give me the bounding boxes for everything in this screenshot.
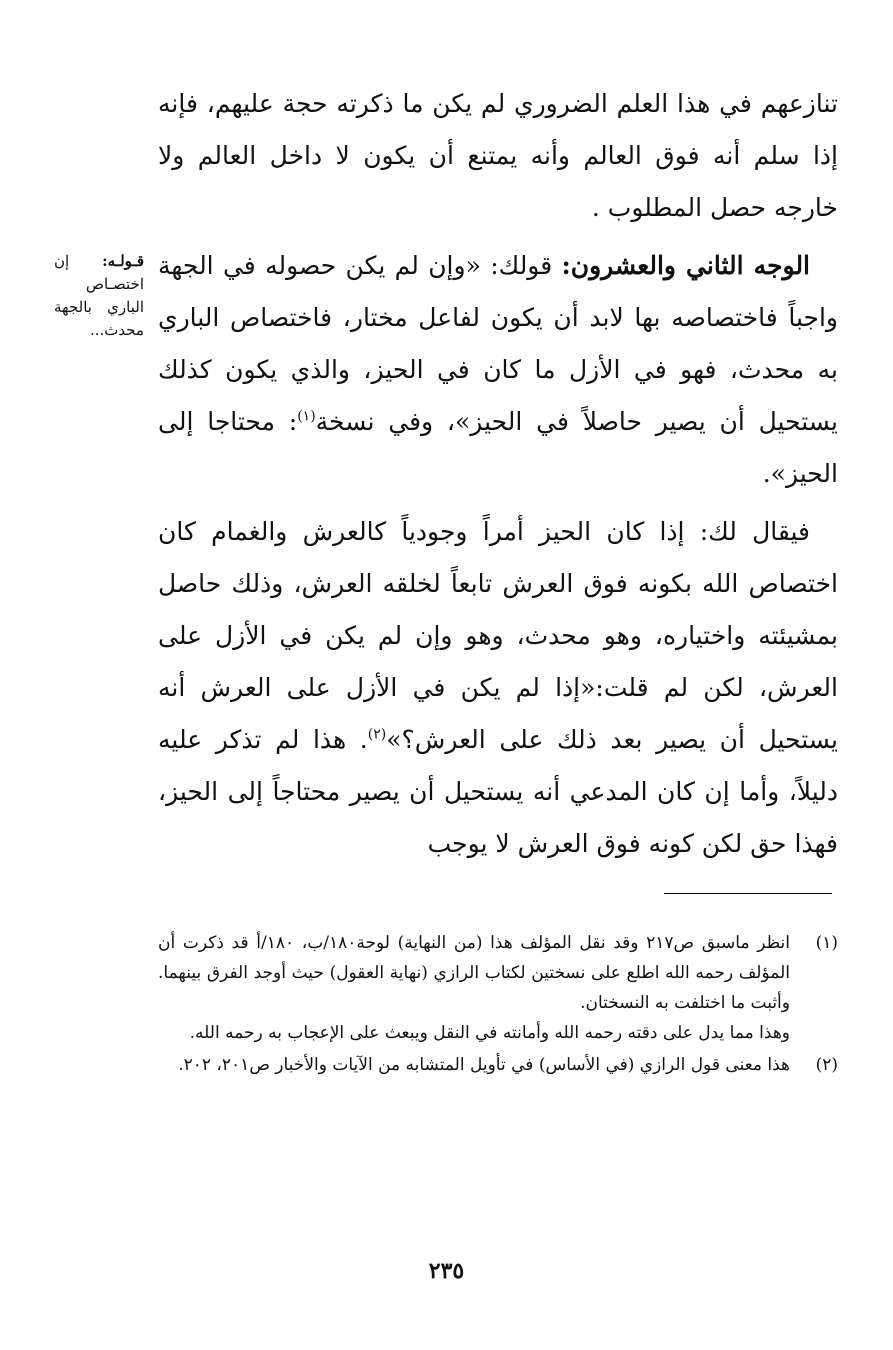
paragraph-2-tail: : محتاجا إلى الحيز». xyxy=(158,407,838,488)
margin-note xyxy=(54,250,144,342)
margin-note-lead: قـولـه: xyxy=(102,252,144,270)
paragraph-2 xyxy=(158,240,838,500)
footnote-ref-1: (١) xyxy=(297,408,316,425)
footnotes xyxy=(158,928,838,1082)
section-heading: الوجه الثاني والعشرون: xyxy=(561,251,811,280)
main-text-body xyxy=(158,78,838,870)
paragraph-3-text-a: فيقال لك: إذا كان الحيز أمراً وجودياً كالعرش والغمام كان اختصاص الله بكونه فوق العرش تابعاً لخلقه العرش، وذلك حاصل بمشيئته واختياره، وهو محدث، وهو وإن لم يكن في الأزل على العرش، لكن لم قلت:«إذا لم يكن في الأزل على العرش أنه يستحيل أن يصير بعد ذلك على العرش؟» xyxy=(158,517,838,754)
footnote-divider xyxy=(664,893,832,894)
footnote-1-body xyxy=(158,928,790,1048)
footnote-2-number: (٢) xyxy=(815,1055,838,1075)
footnote-1-line-1: انظر ماسبق ص٢١٧ وقد نقل المؤلف هذا (من النهاية) لوحة١٨٠/ب، ١٨٠/أ قد ذكرت أن المؤلف رحمه الله اطلع على نسختين لكتاب الرازي (نهاية العقول) حيث أوجد الفرق بينهما. وأثبت ما اختلفت به النسختان. xyxy=(158,933,791,1013)
paragraph-1-text: تنازعهم في هذا العلم الضروري لم يكن ما ذكرته حجة عليهم، فإنه إذا سلم أنه فوق العالم وأنه يمتنع أن يكون لا داخل العالم ولا خارجه حصل المطلوب . xyxy=(158,89,838,222)
footnote-2 xyxy=(158,1050,838,1080)
footnote-2-body xyxy=(158,1050,790,1080)
paragraph-3-text-b: . هذا لم تذكر عليه دليلاً، وأما إن كان المدعي أنه يستحيل أن يصير محتاجاً إلى الحيز، فهذا حق لكن كونه فوق العرش لا يوجب xyxy=(158,725,838,858)
paragraph-1 xyxy=(158,78,838,234)
footnote-1-number: (١) xyxy=(815,933,838,953)
footnote-2-line-1: هذا معنى قول الرازي (في الأساس) في تأويل المتشابه من الآيات والأخبار ص٢٠١، ٢٠٢. xyxy=(178,1055,790,1075)
footnote-1-line-2: وهذا مما يدل على دقته رحمه الله وأمانته في النقل ويبعث على الإعجاب به رحمه الله. xyxy=(189,1023,790,1043)
paragraph-3 xyxy=(158,506,838,870)
footnote-ref-2: (٢) xyxy=(367,726,387,743)
page-number: ٢٣٥ xyxy=(428,1258,465,1284)
footnote-1 xyxy=(158,928,838,1048)
paragraph-2-text: قولك: «وإن لم يكن حصوله في الجهة واجباً فاختصاصه بها لابد أن يكون لفاعل مختار، فاختصاص الباري به محدث، فهو في الأزل ما كان في الحيز، والذي يكون كذلك يستحيل أن يصير حاصلاً في الحيز»، وفي نسخة xyxy=(158,251,838,436)
margin-note-text: إن اختصـاص الباري بالجهة محدث... xyxy=(54,252,144,339)
